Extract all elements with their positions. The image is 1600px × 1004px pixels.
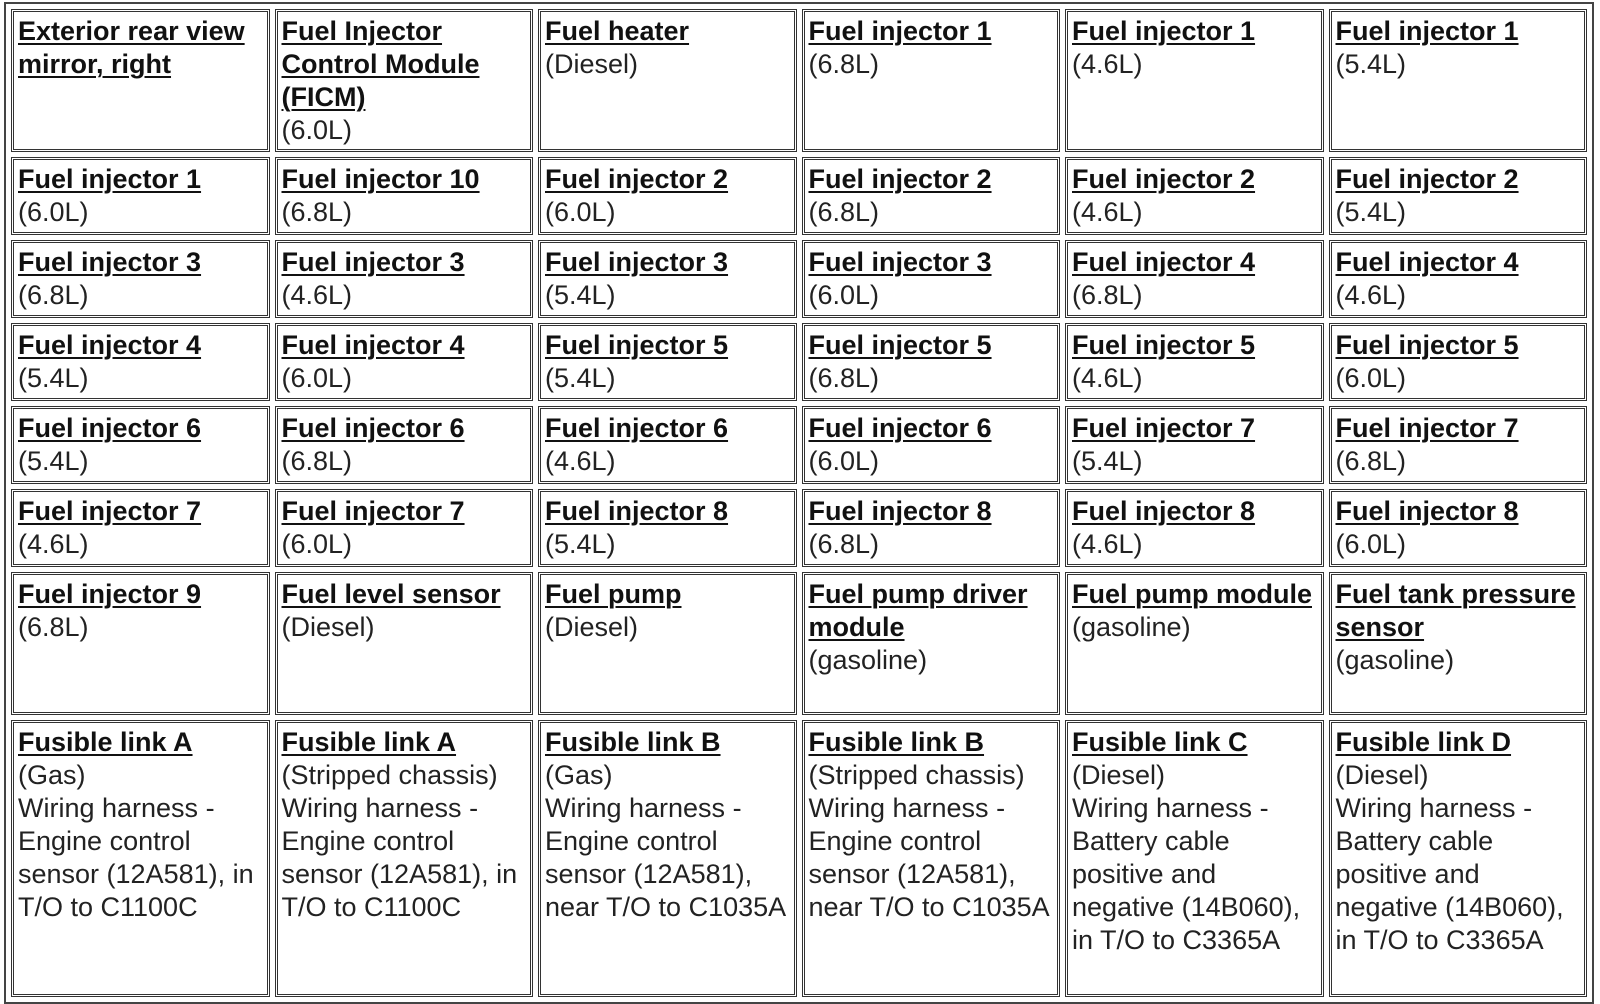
table-cell <box>275 9 534 152</box>
variant-note: (gasoline) <box>1072 612 1191 642</box>
component-link[interactable]: Fuel injector 8 <box>1072 496 1256 526</box>
table-cell <box>1329 572 1588 715</box>
variant-note: (5.4L) <box>545 280 616 310</box>
location-description: Wiring harness - Battery cable positive and negative (14B060), in T/O to C3365A <box>1072 793 1301 955</box>
variant-note: (Diesel) <box>545 612 639 642</box>
variant-note: (6.8L) <box>808 197 880 227</box>
component-link[interactable]: Fusible link A <box>18 727 193 757</box>
table-row <box>11 720 1587 997</box>
component-link[interactable]: Fuel injector 4 <box>1072 247 1256 277</box>
variant-note: (6.8L) <box>808 529 880 559</box>
component-link[interactable]: Fusible link B <box>545 727 721 757</box>
table-cell <box>1065 720 1324 997</box>
component-link[interactable]: Fuel injector 3 <box>281 247 465 277</box>
table-cell <box>1065 489 1324 567</box>
component-link[interactable]: Fuel injector 2 <box>1072 164 1256 194</box>
table-cell <box>275 406 534 484</box>
component-link[interactable]: Fuel injector 1 <box>18 164 202 194</box>
table-cell <box>1329 323 1588 401</box>
component-link[interactable]: Fuel injector 1 <box>1335 16 1519 46</box>
component-link[interactable]: Fuel injector 7 <box>1335 413 1519 443</box>
component-link[interactable]: Fuel injector 3 <box>545 247 729 277</box>
table-cell <box>11 406 270 484</box>
table-row <box>11 9 1587 152</box>
table-row <box>11 489 1587 567</box>
variant-note: (5.4L) <box>1072 446 1143 476</box>
variant-note: (6.8L) <box>1072 280 1143 310</box>
component-location-table <box>4 2 1594 1004</box>
table-cell <box>275 720 534 997</box>
table-cell <box>802 720 1061 997</box>
table-cell <box>538 720 797 997</box>
table-cell <box>11 9 270 152</box>
component-link[interactable]: Fuel injector 2 <box>808 164 992 194</box>
location-description: Wiring harness - Engine control sensor (12A581), near T/O to C1035A <box>808 793 1050 922</box>
component-link[interactable]: Fuel injector 5 <box>545 330 729 360</box>
variant-note: (6.0L) <box>545 197 616 227</box>
variant-note: (Gas) <box>18 760 86 790</box>
component-link[interactable]: Fuel pump driver module <box>808 579 1028 642</box>
table-cell <box>538 157 797 235</box>
table-cell <box>11 720 270 997</box>
table-cell <box>275 323 534 401</box>
table-cell <box>1065 572 1324 715</box>
table-cell <box>1329 720 1588 997</box>
variant-note: (6.0L) <box>808 280 880 310</box>
variant-note: (Diesel) <box>1072 760 1166 790</box>
table-cell <box>1329 489 1588 567</box>
component-link[interactable]: Fusible link A <box>281 727 457 757</box>
component-link[interactable]: Fuel injector 4 <box>281 330 465 360</box>
table-cell <box>11 323 270 401</box>
table-cell <box>1065 406 1324 484</box>
variant-note: (6.8L) <box>808 49 880 79</box>
variant-note: (4.6L) <box>1335 280 1407 310</box>
table-cell <box>802 9 1061 152</box>
variant-note: (4.6L) <box>1072 529 1143 559</box>
variant-note: (6.8L) <box>808 363 880 393</box>
table-cell <box>275 157 534 235</box>
table-row <box>11 323 1587 401</box>
variant-note: (6.8L) <box>281 197 353 227</box>
variant-note: (6.8L) <box>18 280 89 310</box>
variant-note: (Stripped chassis) <box>808 760 1025 790</box>
location-description: Wiring harness - Engine control sensor (12A581), in T/O to C1100C <box>281 793 518 922</box>
table-cell <box>1065 323 1324 401</box>
component-link[interactable]: Fusible link C <box>1072 727 1248 757</box>
variant-note: (5.4L) <box>1335 49 1407 79</box>
variant-note: (6.0L) <box>281 529 353 559</box>
table-cell <box>1329 157 1588 235</box>
component-link[interactable]: Fuel injector 7 <box>18 496 202 526</box>
table-cell <box>11 240 270 318</box>
component-link[interactable]: Fuel pump <box>545 579 682 609</box>
variant-note: (Diesel) <box>545 49 639 79</box>
component-link[interactable]: Fuel injector 8 <box>545 496 729 526</box>
table-cell <box>538 240 797 318</box>
component-link[interactable]: Fuel heater <box>545 16 690 46</box>
component-link[interactable]: Fuel injector 9 <box>18 579 202 609</box>
component-link[interactable]: Fuel injector 8 <box>1335 496 1519 526</box>
variant-note: (gasoline) <box>808 645 928 675</box>
table-row <box>11 240 1587 318</box>
component-link[interactable]: Fuel level sensor <box>281 579 501 609</box>
variant-note: (Diesel) <box>1335 760 1429 790</box>
table-cell <box>538 9 797 152</box>
table-cell <box>802 157 1061 235</box>
component-link[interactable]: Exterior rear view mirror, right <box>18 16 245 79</box>
variant-note: (4.6L) <box>1072 363 1143 393</box>
component-link[interactable]: Fuel injector 5 <box>1072 330 1256 360</box>
component-link[interactable]: Fuel injector 5 <box>1335 330 1519 360</box>
table-cell <box>1065 240 1324 318</box>
component-link[interactable]: Fuel injector 1 <box>808 16 992 46</box>
variant-note: (6.8L) <box>1335 446 1407 476</box>
component-link[interactable]: Fuel injector 6 <box>281 413 465 443</box>
table-cell <box>1065 157 1324 235</box>
table-cell <box>11 572 270 715</box>
variant-note: (4.6L) <box>1072 49 1143 79</box>
variant-note: (5.4L) <box>545 363 616 393</box>
component-link[interactable]: Fuel injector 4 <box>18 330 202 360</box>
table-cell <box>538 323 797 401</box>
location-description: Wiring harness - Battery cable positive and negative (14B060), in T/O to C3365A <box>1335 793 1564 955</box>
variant-note: (5.4L) <box>18 446 89 476</box>
component-link[interactable]: Fuel injector 10 <box>281 164 480 194</box>
table-row <box>11 157 1587 235</box>
component-link[interactable]: Fusible link D <box>1335 727 1512 757</box>
table-row <box>11 572 1587 715</box>
component-link[interactable]: Fuel injector 7 <box>1072 413 1256 443</box>
variant-note: (6.0L) <box>808 446 880 476</box>
variant-note: (4.6L) <box>1072 197 1143 227</box>
component-link[interactable]: Fuel injector 3 <box>18 247 202 277</box>
component-link[interactable]: Fuel injector 3 <box>808 247 992 277</box>
variant-note: (5.4L) <box>545 529 616 559</box>
variant-note: (6.8L) <box>18 612 89 642</box>
variant-note: (6.0L) <box>1335 529 1407 559</box>
location-description: Wiring harness - Engine control sensor (12A581), near T/O to C1035A <box>545 793 787 922</box>
component-link[interactable]: Fuel injector 4 <box>1335 247 1519 277</box>
component-link[interactable]: Fuel injector 8 <box>808 496 992 526</box>
location-description: Wiring harness - Engine control sensor (12A581), in T/O to C1100C <box>18 793 254 922</box>
variant-note: (Diesel) <box>281 612 375 642</box>
table-cell <box>1329 9 1588 152</box>
variant-note: (4.6L) <box>545 446 616 476</box>
table-cell <box>802 323 1061 401</box>
variant-note: (6.0L) <box>281 115 353 145</box>
component-link[interactable]: Fuel injector 2 <box>545 164 729 194</box>
component-link[interactable]: Fuel pump module <box>1072 579 1312 609</box>
variant-note: (4.6L) <box>281 280 353 310</box>
table-cell <box>538 489 797 567</box>
table-cell <box>275 489 534 567</box>
table-cell <box>11 489 270 567</box>
variant-note: (6.0L) <box>1335 363 1407 393</box>
component-link[interactable]: Fuel injector 6 <box>545 413 729 443</box>
table-cell <box>1065 9 1324 152</box>
component-link[interactable]: Fuel injector 1 <box>1072 16 1256 46</box>
component-link[interactable]: Fuel Injector Control Module (FICM) <box>281 16 480 112</box>
table-cell <box>802 489 1061 567</box>
table-cell <box>11 157 270 235</box>
variant-note: (5.4L) <box>1335 197 1407 227</box>
table-cell <box>802 240 1061 318</box>
variant-note: (4.6L) <box>18 529 89 559</box>
table-cell <box>1329 240 1588 318</box>
variant-note: (6.0L) <box>18 197 89 227</box>
table-cell <box>802 406 1061 484</box>
variant-note: (6.8L) <box>281 446 353 476</box>
table-cell <box>538 406 797 484</box>
table-cell <box>538 572 797 715</box>
component-link[interactable]: Fusible link B <box>808 727 985 757</box>
table-cell <box>1329 406 1588 484</box>
table-body <box>11 9 1587 997</box>
component-link[interactable]: Fuel injector 7 <box>281 496 465 526</box>
table-cell <box>275 240 534 318</box>
variant-note: (gasoline) <box>1335 645 1455 675</box>
variant-note: (Gas) <box>545 760 613 790</box>
table-cell <box>275 572 534 715</box>
component-link[interactable]: Fuel injector 6 <box>18 413 202 443</box>
variant-note: (5.4L) <box>18 363 89 393</box>
component-link[interactable]: Fuel injector 2 <box>1335 164 1519 194</box>
component-link[interactable]: Fuel injector 6 <box>808 413 992 443</box>
variant-note: (Stripped chassis) <box>281 760 498 790</box>
variant-note: (6.0L) <box>281 363 353 393</box>
component-link[interactable]: Fuel tank pressure sensor <box>1335 579 1576 642</box>
table-cell <box>802 572 1061 715</box>
component-link[interactable]: Fuel injector 5 <box>808 330 992 360</box>
table-row <box>11 406 1587 484</box>
